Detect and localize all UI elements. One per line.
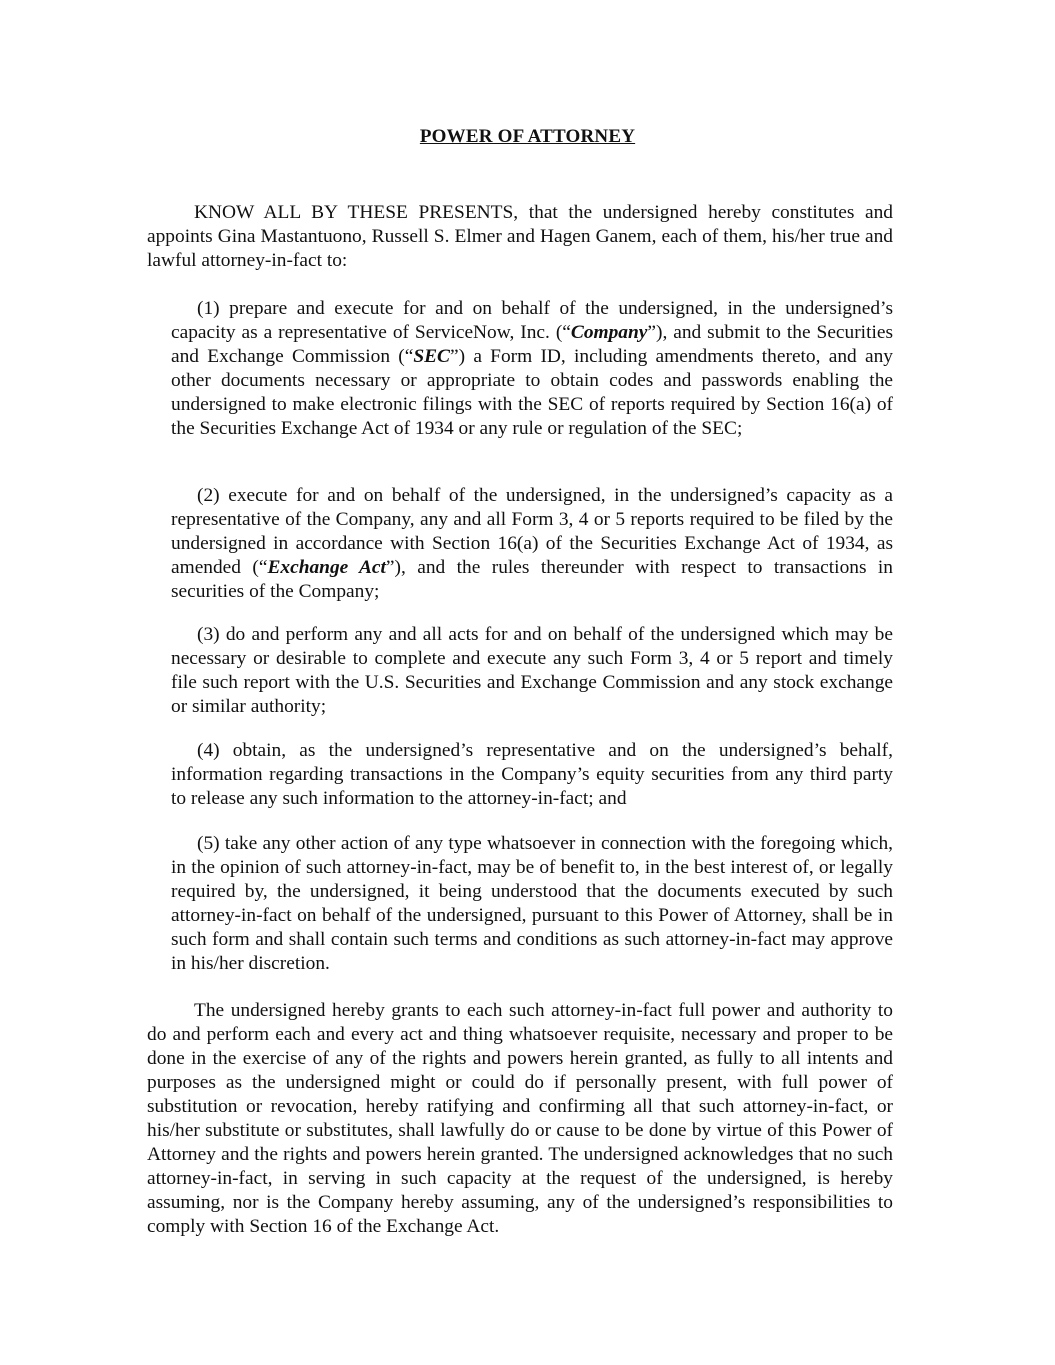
clause-2-text-c: ”), and the rules thereunder with respect to transactions in securities of the Company; — [171, 557, 894, 602]
clause-1-text-e: ”) a Form ID, including amendments thereto, and any other documents necessary or appropriate to obtain codes and passwords enabling the undersigned to make electronic filings with the SEC of reports required by Section 16(a) of the Securities Exchange Act of 1934 or any rule or regulation of the SEC; — [171, 346, 893, 439]
intro-paragraph: KNOW ALL BY THESE PRESENTS, that the undersigned hereby constitutes and appoints Gina Mastantuono, Russell S. Elmer and Hagen Ganem, each of them, his/her true and lawful attorney-in-fact to: — [147, 202, 893, 271]
company-defined-term: Company — [570, 322, 648, 343]
clause-2 — [171, 484, 893, 604]
clause-1-text-a: (1) prepare and execute for and on behalf of the undersigned, in the undersigned’s capacity as a representative of ServiceNow, Inc. (“ — [171, 298, 893, 343]
clause-5: (5) take any other action of any type whatsoever in connection with the foregoing which, in the opinion of such attorney-in-fact, may be of benefit to, in the best interest of, or legally required by, the undersigned, it being understood that the documents executed by such attorney-in-fact on behalf of the undersigned, pursuant to this Power of Attorney, shall be in such form and shall contain such terms and conditions as such attorney-in-fact may approve in his/her discretion. — [171, 833, 893, 974]
clause-4: (4) obtain, as the undersigned’s representative and on the undersigned’s behalf, information regarding transactions in the Company’s equity securities from any third party to release any such information to the attorney-in-fact; and — [171, 740, 893, 809]
clause-1 — [171, 297, 893, 441]
clause-3: (3) do and perform any and all acts for and on behalf of the undersigned which may be necessary or desirable to complete and execute any such Form 3, 4 or 5 report and timely file such report with the U.S. Securities and Exchange Commission and any stock exchange or similar authority; — [171, 624, 893, 717]
clause-2-text-a: (2) execute for and on behalf of the undersigned, in the undersigned’s capacity as a representative of the Company, any and all Form 3, 4 or 5 reports required to be filed by the undersigned in accordance with Section 16(a) of the Securities Exchange Act of 1934, as amended (“ — [171, 485, 893, 578]
exchange-act-defined-term: Exchange Act — [267, 557, 386, 578]
document-title: POWER OF ATTORNEY — [419, 126, 636, 147]
sec-defined-term: SEC — [413, 346, 450, 367]
clause-1-text-c: ”), and submit to the Securities and Exchange Commission (“ — [171, 322, 893, 367]
closing-paragraph: The undersigned hereby grants to each such attorney-in-fact full power and authority to do and perform each and every act and thing whatsoever requisite, necessary and proper to be done in the exercise of any of the rights and powers herein granted, as fully to all intents and purposes as the undersigned might or could do if personally present, with full power of substitution or revocation, hereby ratifying and confirming all that such attorney-in-fact, or his/her substitute or substitutes, shall lawfully do or cause to be done by virtue of this Power of Attorney and the rights and powers herein granted. The undersigned acknowledges that no such attorney-in-fact, in serving in such capacity at the request of the undersigned, is hereby assuming, nor is the Company hereby assuming, any of the undersigned’s responsibilities to comply with Section 16 of the Exchange Act. — [147, 1000, 893, 1237]
